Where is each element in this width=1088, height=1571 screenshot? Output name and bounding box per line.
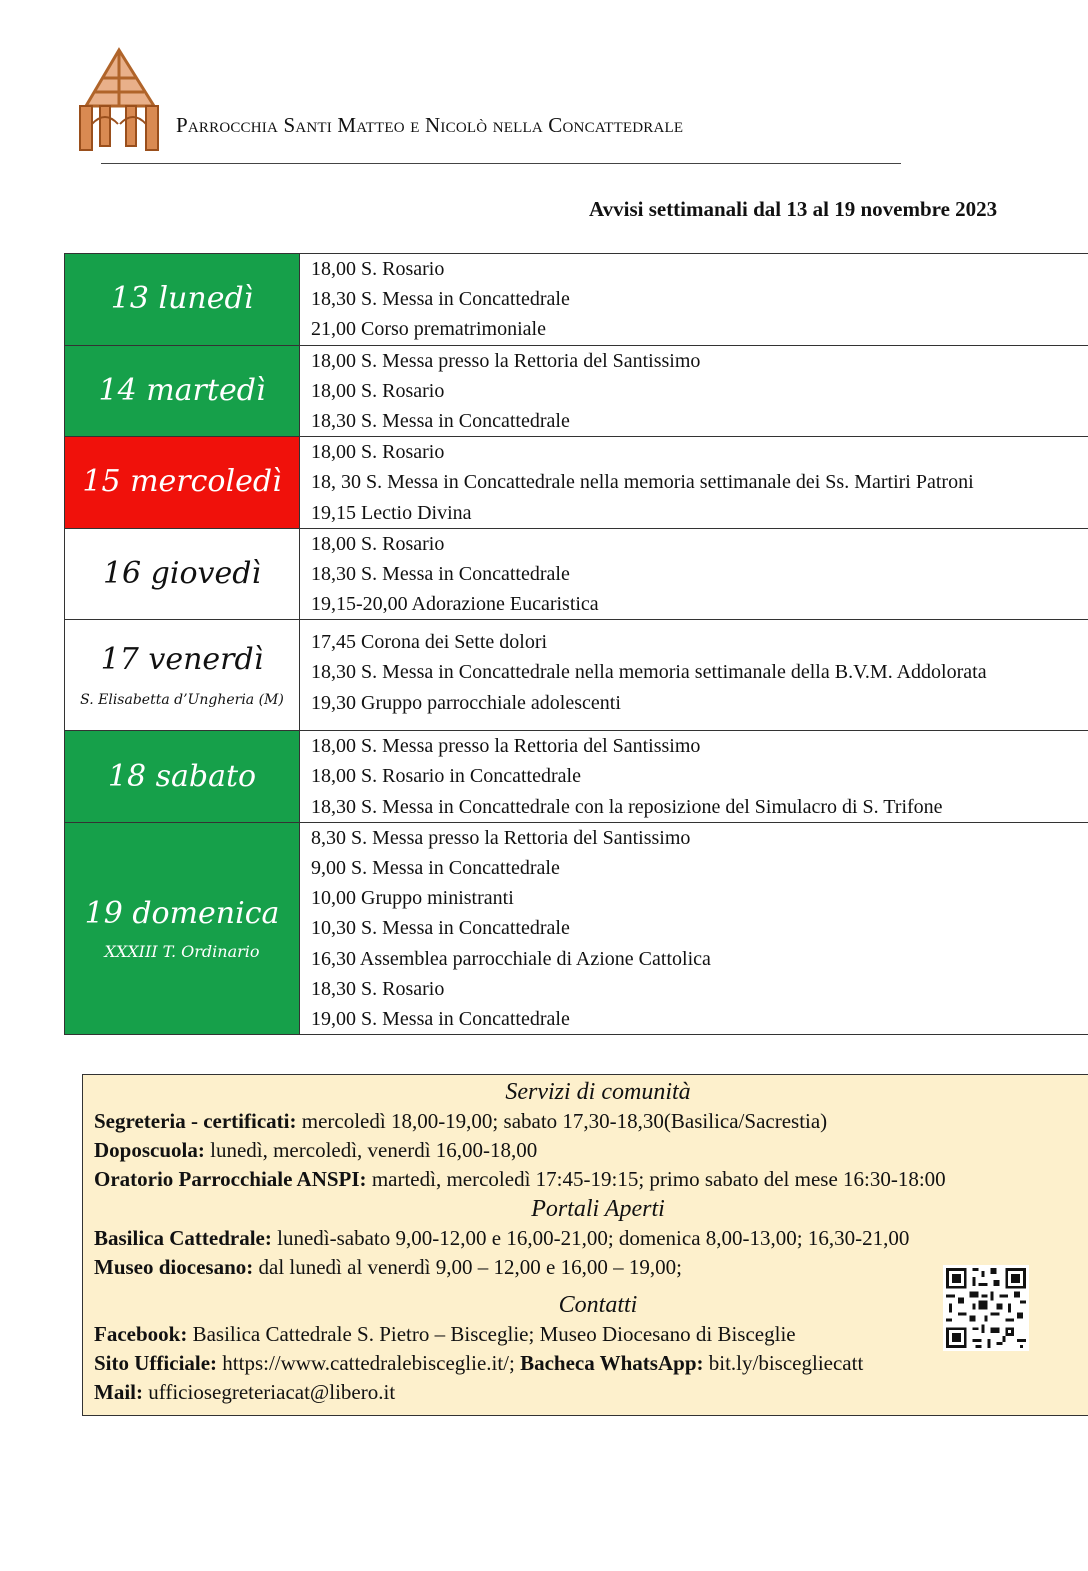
events-cell (300, 254, 1088, 346)
day-note: S. Elisabetta d’Ungheria (M) (80, 692, 284, 709)
info-label: Doposcuola: (94, 1138, 205, 1162)
header-divider (101, 163, 901, 164)
info-text: lunedì-sabato 9,00-12,00 e 16,00-21,00; domenica 8,00-13,00; 16,30-21,00 (271, 1226, 910, 1250)
info-line-segreteria (94, 1107, 1088, 1136)
event-line: 18,30 S. Rosario (311, 977, 445, 1000)
info-text: martedì, mercoledì 17:45-19:15; primo sabato del mese 16:30-18:00 (366, 1167, 946, 1191)
info-line-oratorio (94, 1165, 1088, 1194)
info-label: Sito Ufficiale: (94, 1351, 218, 1375)
info-label: Oratorio Parrocchiale ANSPI: (94, 1167, 367, 1191)
day-cell (65, 620, 300, 731)
day-cell (65, 822, 300, 1034)
event-line: 18,30 S. Messa in Concattedrale (311, 562, 570, 585)
event-line: 18,00 S. Rosario (311, 441, 445, 464)
website-link[interactable]: https://www.cattedralebisceglie.it/; (217, 1351, 521, 1375)
day-cell (65, 528, 300, 620)
event-line: 18,00 S. Rosario (311, 379, 445, 402)
event-line: 16,30 Assemblea parrocchiale di Azione Cattolica (311, 947, 711, 970)
day-name: 18 sabato (107, 758, 257, 794)
event-line: 9,00 S. Messa in Concattedrale (311, 857, 560, 879)
info-line-site (94, 1349, 1088, 1378)
day-cell (65, 731, 300, 823)
events-cell (300, 731, 1088, 823)
event-line: 19,15-20,00 Adorazione Eucaristica (311, 593, 599, 616)
day-cell (65, 437, 300, 529)
event-line: 18,30 S. Messa in Concattedrale (311, 288, 570, 311)
info-label: Basilica Cattedrale: (94, 1226, 272, 1250)
info-box (82, 1074, 1088, 1416)
events-cell (300, 528, 1088, 620)
day-name: 19 domenica (84, 895, 280, 931)
info-line-doposcuola (94, 1136, 1088, 1165)
mail-link[interactable]: ufficiosegreteriacat@libero.it (142, 1380, 396, 1404)
info-line-basilica (94, 1224, 1088, 1253)
table-row (65, 437, 1088, 529)
info-line-museo (94, 1253, 1088, 1282)
whatsapp-link[interactable]: bit.ly/bisceglie​catt (703, 1351, 864, 1375)
parish-name: Parrocchia Santi Matteo e Nicolò nella Concattedrale (176, 113, 684, 137)
table-row (65, 731, 1088, 823)
info-label: Segreteria - certificati: (94, 1109, 297, 1133)
qr-code-icon[interactable] (941, 1265, 1031, 1351)
info-label: Mail: (94, 1380, 143, 1404)
week-title: Avvisi settimanali dal 13 al 19 novembre 2023 (589, 197, 998, 221)
day-cell (65, 254, 300, 346)
event-line: 19,30 Gruppo parrocchiale adolescenti (311, 691, 621, 714)
event-line: 18, 30 S. Messa in Concattedrale nella memoria settimanale dei Ss. Martiri Patroni (311, 471, 974, 494)
event-line: 19,15 Lectio Divina (311, 501, 472, 524)
day-cell (65, 345, 300, 437)
event-line: 18,00 S. Rosario (311, 258, 445, 280)
table-row (65, 528, 1088, 620)
event-line: 18,00 S. Rosario (311, 532, 445, 555)
event-line: 18,00 S. Messa presso la Rettoria del Santissimo (311, 735, 701, 758)
portals-heading: Portali Aperti (531, 1196, 665, 1222)
table-row (65, 822, 1088, 1034)
event-line: 21,00 Corso prematrimoniale (311, 318, 546, 341)
info-label: Bacheca WhatsApp: (520, 1351, 704, 1375)
day-name: 16 giovedì (102, 555, 262, 591)
info-text: dal lunedì al venerdì 9,00 – 12,00 e 16,00 – 19,00; (253, 1255, 682, 1279)
info-line-facebook (94, 1320, 1088, 1349)
event-line: 10,00 Gruppo ministranti (311, 887, 514, 910)
table-row (65, 345, 1088, 437)
info-label: Museo diocesano: (94, 1255, 254, 1279)
day-name: 15 mercoledì (82, 464, 282, 500)
contacts-heading: Contatti (558, 1292, 638, 1318)
info-line-mail (94, 1378, 1088, 1407)
event-line: 18,00 S. Rosario in Concattedrale (311, 765, 581, 788)
events-cell (300, 620, 1088, 731)
event-line: 18,00 S. Messa presso la Rettoria del Santissimo (311, 349, 701, 372)
events-cell (300, 822, 1088, 1034)
table-row (65, 254, 1088, 346)
event-line: 18,30 S. Messa in Concattedrale (311, 409, 570, 432)
event-line: 17,45 Corona dei Sette dolori (311, 631, 548, 654)
table-row (65, 620, 1088, 731)
events-cell (300, 437, 1088, 529)
day-name: 17 venerdì (100, 642, 264, 678)
info-text: lunedì, mercoledì, venerdì 16,00-18,00 (204, 1138, 538, 1162)
events-cell (300, 345, 1088, 437)
info-text: Basilica Cattedrale S. Pietro – Bisceglie; Museo Diocesano di Bisceglie (187, 1322, 796, 1346)
day-name: 14 martedì (98, 372, 266, 408)
event-line: 18,30 S. Messa in Concattedrale con la reposizione del Simulacro di S. Trifone (311, 795, 943, 818)
event-line: 18,30 S. Messa in Concattedrale nella memoria settimanale della B.V.M. Addolorata (311, 661, 987, 684)
event-line: 10,30 S. Messa in Concattedrale (311, 917, 570, 940)
day-name: 13 lunedì (110, 281, 254, 317)
event-line: 19,00 S. Messa in Concattedrale (311, 1007, 570, 1030)
info-label: Facebook: (94, 1322, 188, 1346)
weekly-schedule-table (64, 253, 1088, 1035)
day-note: XXXIII T. Ordinario (104, 941, 260, 961)
church-logo (74, 44, 164, 154)
event-line: 8,30 S. Messa presso la Rettoria del Santissimo (311, 826, 691, 849)
info-text: mercoledì 18,00-19,00; sabato 17,30-18,30(Basilica/Sacrestia) (296, 1109, 828, 1133)
services-heading: Servizi di comunità (505, 1079, 691, 1105)
